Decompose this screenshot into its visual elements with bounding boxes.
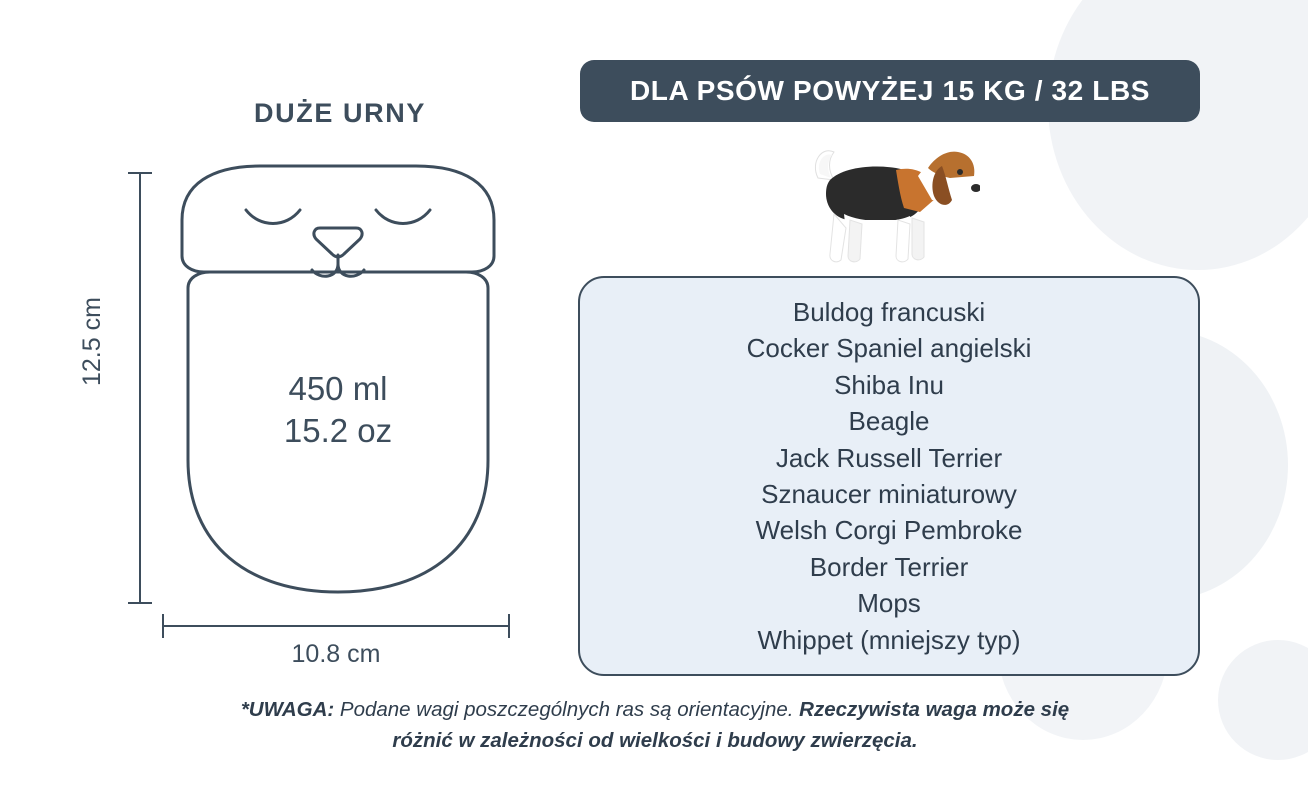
list-item: Whippet (mniejszy typ) [757,624,1021,655]
height-dimension-label: 12.5 cm [78,297,106,386]
list-item: Shiba Inu [834,369,944,400]
list-item: Mops [857,588,921,619]
urn-volume-oz: 15.2 oz [283,412,393,450]
footnote-prefix: *UWAGA: [240,698,335,721]
weight-range-header: DLA PSÓW POWYŻEJ 15 KG / 32 LBS [580,60,1200,122]
list-item: Cocker Spaniel angielski [746,333,1032,364]
list-item: Buldog francuski [792,297,986,328]
urn-volume-ml: 450 ml [288,370,388,407]
breeds-list [578,276,1200,676]
footnote-emphasis: Rzeczywista waga może się różnić w zależności od wielkości i budowy zwierzęcia. [392,698,1070,752]
decorative-blob [1218,640,1308,760]
list-item: Sznaucer miniaturowy [761,479,1017,509]
width-dimension-line [162,614,510,638]
height-dimension-line [128,172,152,604]
urn-volume [168,368,508,452]
list-item: Jack Russell Terrier [775,442,1003,473]
width-dimension-label: 10.8 cm [291,640,381,668]
urn-section-title: DUŻE URNY [254,98,426,128]
list-item: Border Terrier [809,551,969,582]
list-item: Beagle [848,406,930,437]
decorative-blob [1048,0,1308,270]
footnote-text: Podane wagi poszczególnych ras są orientacyjne. [334,698,800,721]
footnote [230,695,1080,757]
beagle-illustration-icon [800,128,980,278]
list-item: Welsh Corgi Pembroke [755,515,1023,546]
